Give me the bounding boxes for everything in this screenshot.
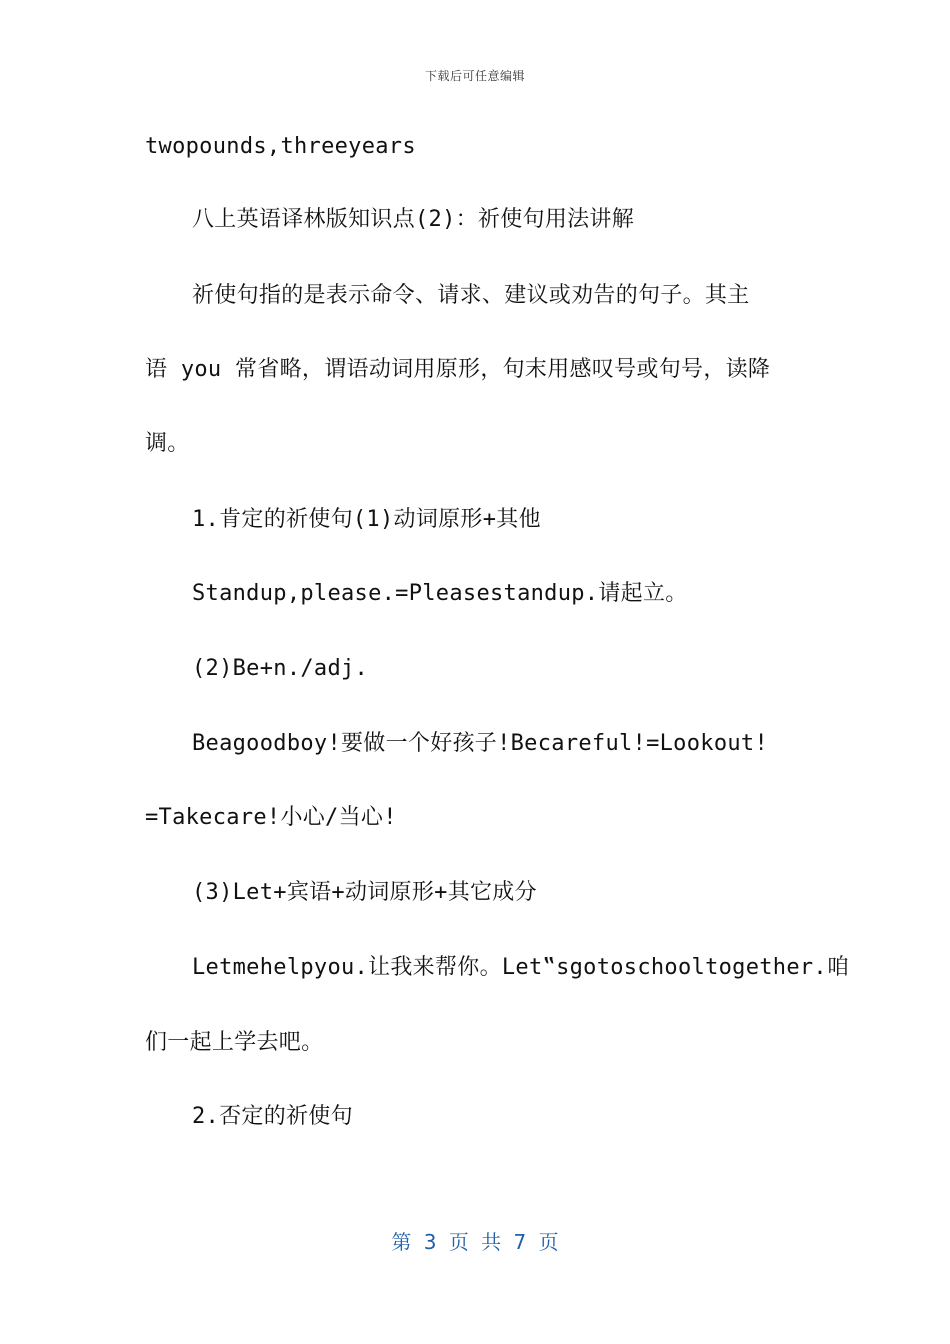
page-footer [0,1226,950,1255]
page-header-note: 下载后可任意编辑 [424,69,525,83]
section-heading: 八上英语译林版知识点(2)：祈使句用法讲解 [192,207,635,232]
text-line: (3)Let+宾语+动词原形+其它成分 [192,880,537,905]
text-line: 调。 [145,431,190,456]
text-line: Letmehelpyou.让我来帮你。Let‟sgotoschooltogether.咱 [192,955,850,980]
text-line: 1.肯定的祈使句(1)动词原形+其他 [192,507,541,532]
footer-prefix: 第 [391,1230,412,1254]
text-line: twopounds,threeyears [145,134,416,159]
text-line: 祈使句指的是表示命令、请求、建议或劝告的句子。其主 [192,283,750,308]
footer-suffix: 页 [538,1230,559,1254]
text-line: Beagoodboy!要做一个好孩子!Becareful!=Lookout! [192,731,768,756]
text-line: 们一起上学去吧。 [145,1030,324,1055]
text-line: Standup,please.=Pleasestandup.请起立。 [192,581,688,606]
footer-current-page: 3 [423,1230,437,1254]
text-line: (2)Be+n./adj. [192,656,369,681]
text-line: =Takecare!小心/当心! [145,805,397,830]
text-line: 2.否定的祈使句 [192,1104,353,1129]
text-line: 语 you 常省略，谓语动词用原形，句末用感叹号或句号，读降 [145,357,771,382]
footer-middle: 页 共 [448,1230,502,1254]
footer-total-pages: 7 [513,1230,527,1254]
